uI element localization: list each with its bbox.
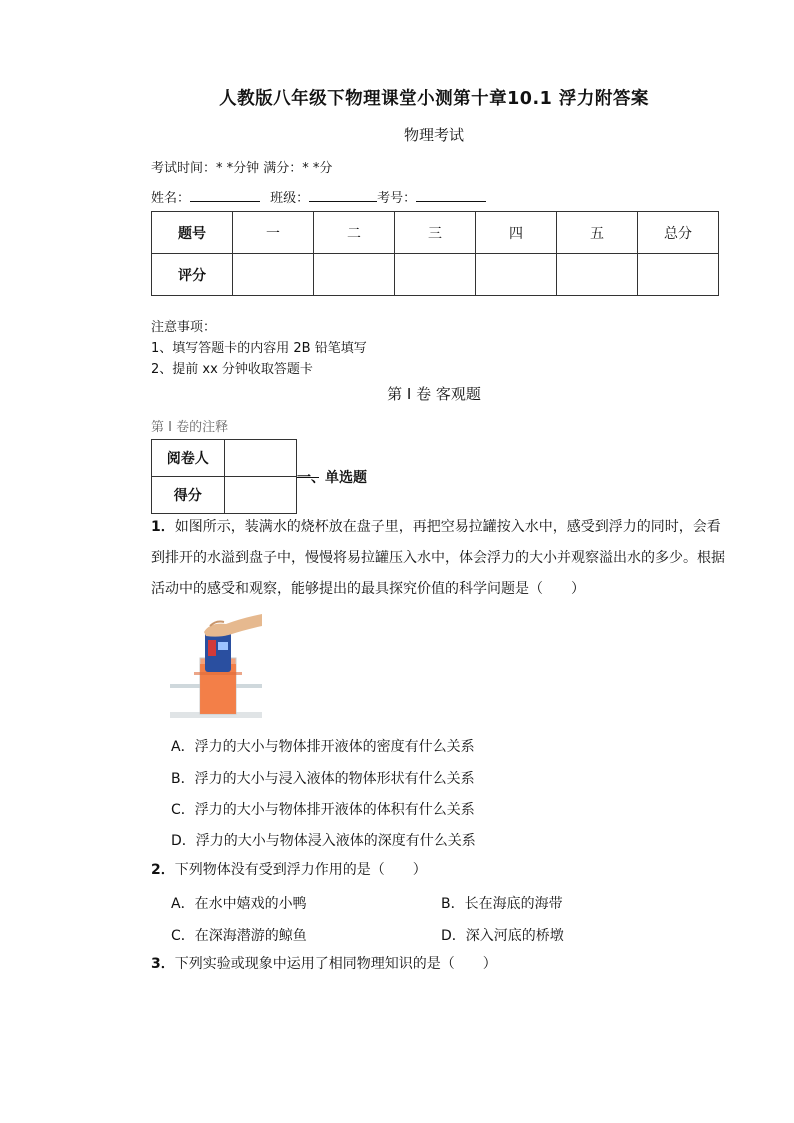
note-item: 1、填写答题卡的内容用 2B 铅笔填写 (151, 341, 367, 356)
question-number: 3． (151, 956, 175, 972)
question-number: 2． (151, 862, 175, 878)
student-info-line (151, 187, 486, 206)
q2-option-c[interactable]: C．在深海潜游的鲸鱼 (171, 928, 307, 944)
document-title: 人教版八年级下物理课堂小测第十章10.1 浮力附答案 (219, 89, 649, 109)
reviewer-label: 阅卷人 (152, 440, 225, 477)
name-blank[interactable] (190, 188, 260, 202)
score-cell[interactable] (638, 254, 719, 296)
score-table-header: 总分 (638, 212, 719, 254)
q1-option-d[interactable]: D．浮力的大小与物体浸入液体的深度有什么关系 (171, 833, 476, 849)
q2-option-a[interactable]: A．在水中嬉戏的小鸭 (171, 896, 307, 912)
document-subtitle: 物理考试 (403, 126, 464, 144)
id-blank[interactable] (416, 188, 486, 202)
notes-title: 注意事项： (151, 320, 217, 335)
class-blank[interactable] (309, 188, 377, 202)
question-text: 如图所示，装满水的烧杯放在盘子里，再把空易拉罐按入水中，感受到浮力的同时，会看到排开的水溢到盘子中，慢慢将易拉罐压入水中，体会浮力的大小并观察溢出水的多少。根据活动中的感受和观察，能够提出的最具探究价值的科学问题是（ ） (151, 519, 725, 597)
q1-option-c[interactable]: C．浮力的大小与物体排开液体的体积有什么关系 (171, 802, 475, 818)
score-table-header: 五 (557, 212, 638, 254)
reviewer-cell[interactable] (224, 440, 297, 477)
name-label: 姓名： (151, 191, 191, 206)
score-cell[interactable] (395, 254, 476, 296)
note-item: 2、提前 xx 分钟收取答题卡 (151, 362, 313, 377)
question-2 (151, 855, 726, 886)
q2-option-b[interactable]: B．长在海底的海带 (441, 896, 563, 912)
q1-option-b[interactable]: B．浮力的大小与浸入液体的物体形状有什么关系 (171, 771, 475, 787)
question-3 (151, 949, 726, 980)
score-cell[interactable] (476, 254, 557, 296)
q2-option-d[interactable]: D．深入河底的桥墩 (441, 928, 564, 944)
score-table-header-row (152, 212, 719, 254)
score-cell[interactable] (557, 254, 638, 296)
question-text: 下列物体没有受到浮力作用的是（ ） (174, 862, 427, 878)
id-label: 考号： (377, 191, 417, 206)
exam-time-info: 考试时间：* *分钟 满分：* *分 (151, 161, 333, 176)
grader-score-label: 得分 (152, 477, 225, 514)
score-table-header: 二 (314, 212, 395, 254)
score-table-header: 四 (476, 212, 557, 254)
score-cell[interactable] (233, 254, 314, 296)
score-table (151, 211, 719, 296)
question-1 (151, 512, 726, 605)
question-number: 1． (151, 519, 175, 535)
score-table-header: 一 (233, 212, 314, 254)
grader-table (151, 439, 297, 514)
exam-notes (151, 317, 367, 380)
grader-score-cell[interactable] (224, 477, 297, 514)
section-title: 第 I 卷 客观题 (387, 385, 481, 403)
score-row-label: 评分 (152, 254, 233, 296)
score-table-header: 三 (395, 212, 476, 254)
can-in-beaker-photo (170, 612, 266, 722)
score-table-score-row (152, 254, 719, 296)
score-cell[interactable] (314, 254, 395, 296)
part-one-heading: 一、单选题 (297, 470, 367, 486)
score-table-header: 题号 (152, 212, 233, 254)
q1-option-a[interactable]: A．浮力的大小与物体排开液体的密度有什么关系 (171, 739, 475, 755)
class-label: 班级： (270, 191, 310, 206)
section-note: 第 I 卷的注释 (151, 420, 229, 435)
question-text: 下列实验或现象中运用了相同物理知识的是（ ） (174, 956, 497, 972)
